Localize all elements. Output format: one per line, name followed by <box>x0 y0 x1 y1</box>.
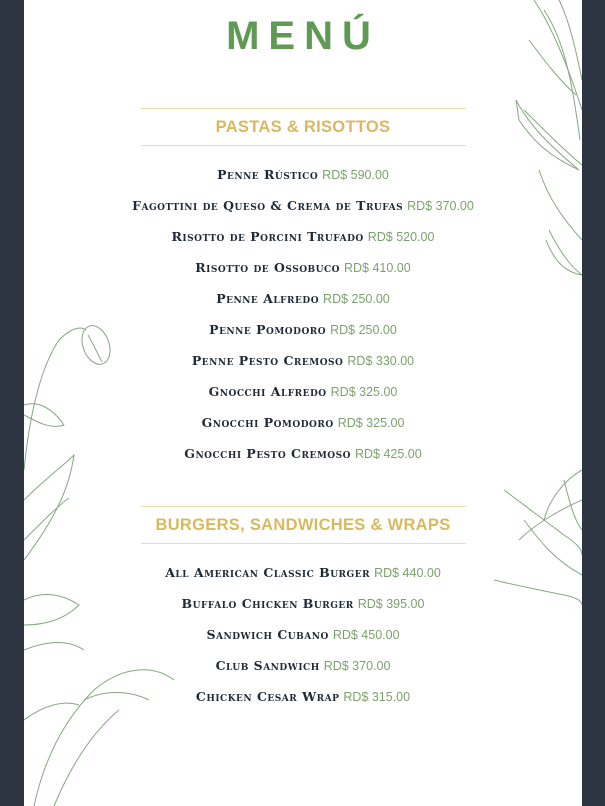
menu-title: MENÚ <box>226 14 380 58</box>
item-name: Club Sandwich <box>215 658 320 673</box>
menu-item <box>24 283 582 314</box>
item-price: RD$ 395.00 <box>357 597 425 611</box>
item-price: RD$ 370.00 <box>323 659 391 673</box>
menu-item <box>24 681 582 712</box>
item-name: Buffalo Chicken Burger <box>181 596 354 611</box>
item-name: Risotto de Ossobuco <box>195 260 340 275</box>
menu-item <box>24 650 582 681</box>
item-price: RD$ 250.00 <box>323 292 390 306</box>
item-name: Sandwich Cubano <box>206 627 329 642</box>
section-heading: PASTAS & RISOTTOS <box>141 108 466 146</box>
item-price: RD$ 250.00 <box>330 323 397 337</box>
section-burgers-sandwiches-wraps <box>24 506 582 712</box>
menu-item <box>24 619 582 650</box>
item-price: RD$ 370.00 <box>407 199 474 213</box>
menu-item <box>24 588 582 619</box>
menu-item <box>24 557 582 588</box>
item-name: Gnocchi Pesto Cremoso <box>184 446 351 461</box>
item-list <box>24 159 582 469</box>
item-price: RD$ 410.00 <box>344 261 411 275</box>
section-pastas-risottos <box>24 108 582 469</box>
item-name: Penne Pesto Cremoso <box>191 353 344 368</box>
menu-item <box>24 159 582 190</box>
item-list <box>24 557 582 712</box>
menu-item <box>24 221 582 252</box>
item-name: Penne Alfredo <box>216 291 320 306</box>
menu-item <box>24 345 582 376</box>
menu-item <box>24 190 582 221</box>
item-name: Chicken Cesar Wrap <box>195 689 340 704</box>
item-price: RD$ 440.00 <box>374 566 441 580</box>
item-name: All American Classic Burger <box>165 565 371 580</box>
item-name: Gnocchi Alfredo <box>208 384 327 399</box>
item-price: RD$ 330.00 <box>347 354 415 368</box>
item-price: RD$ 590.00 <box>322 168 389 182</box>
menu-page <box>24 0 582 806</box>
menu-item <box>24 376 582 407</box>
item-price: RD$ 425.00 <box>355 447 422 461</box>
item-price: RD$ 325.00 <box>337 416 405 430</box>
menu-item <box>24 407 582 438</box>
item-name: Gnocchi Pomodoro <box>201 415 334 430</box>
item-name: Fagottini de Queso & Crema de Trufas <box>132 198 404 213</box>
item-name: Penne Pomodoro <box>209 322 327 337</box>
item-name: Risotto de Porcini Trufado <box>171 229 364 244</box>
item-price: RD$ 520.00 <box>367 230 435 244</box>
section-heading: BURGERS, SANDWICHES & WRAPS <box>141 506 466 544</box>
item-name: Penne Rústico <box>217 167 319 182</box>
item-price: RD$ 325.00 <box>330 385 398 399</box>
menu-item <box>24 252 582 283</box>
menu-item <box>24 438 582 469</box>
item-price: RD$ 450.00 <box>332 628 400 642</box>
item-price: RD$ 315.00 <box>343 690 411 704</box>
menu-item <box>24 314 582 345</box>
